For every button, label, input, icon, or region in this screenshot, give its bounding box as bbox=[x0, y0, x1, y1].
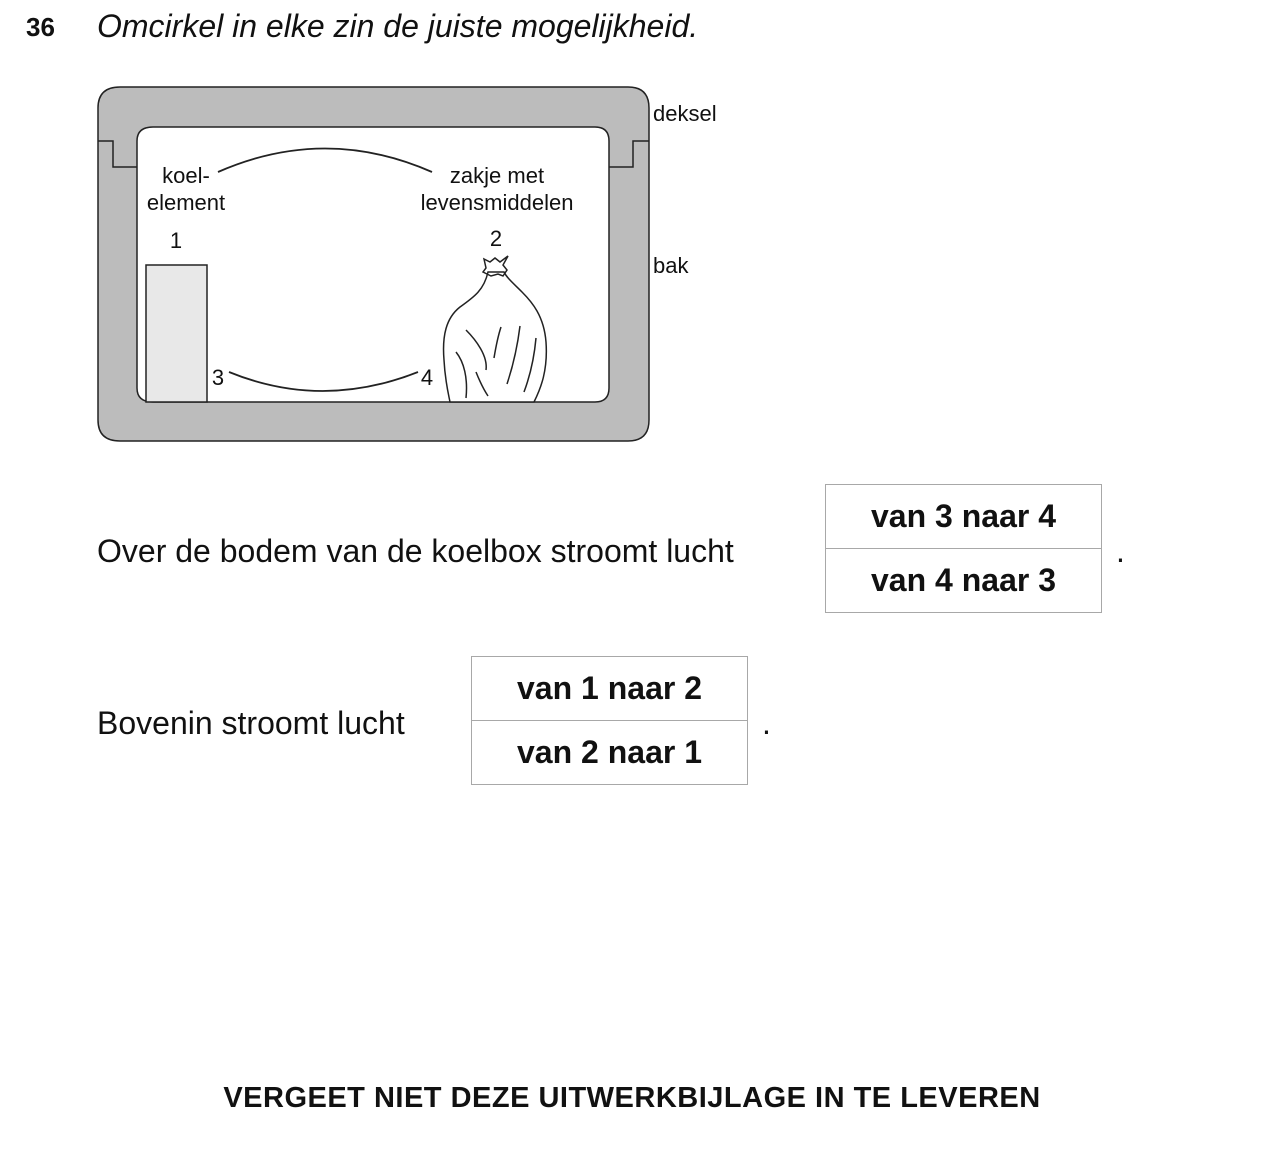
sentence-1-options bbox=[825, 484, 1102, 613]
sentence-2-options bbox=[471, 656, 748, 785]
label-zakje-line2: levensmiddelen bbox=[420, 190, 574, 215]
sentence-2-end: . bbox=[762, 705, 771, 741]
label-point-3: 3 bbox=[211, 365, 225, 390]
footer-reminder: VERGEET NIET DEZE UITWERKBIJLAGE IN TE LEVEREN bbox=[223, 1082, 1041, 1114]
label-zakje-line1: zakje met bbox=[449, 163, 545, 188]
food-bag-icon bbox=[444, 256, 547, 402]
sentence-1-end: . bbox=[1116, 533, 1125, 569]
label-point-1: 1 bbox=[169, 228, 183, 253]
sentence-1-text: Over de bodem van de koelbox stroomt lucht bbox=[97, 533, 734, 569]
option-van-3-naar-4[interactable]: van 3 naar 4 bbox=[871, 498, 1056, 534]
bottom-airflow-arc bbox=[229, 372, 418, 391]
question-instruction: Omcirkel in elke zin de juiste mogelijkheid. bbox=[97, 8, 699, 44]
coolbox-diagram bbox=[0, 0, 760, 460]
cooling-element bbox=[146, 265, 207, 402]
label-point-4: 4 bbox=[420, 365, 434, 390]
top-airflow-arc bbox=[218, 149, 432, 173]
option-van-2-naar-1[interactable]: van 2 naar 1 bbox=[472, 720, 747, 784]
label-koelelement-line2: element bbox=[146, 190, 226, 215]
question-number: 36 bbox=[26, 12, 55, 42]
option-van-1-naar-2[interactable]: van 1 naar 2 bbox=[517, 670, 702, 706]
sentence-2-text: Bovenin stroomt lucht bbox=[97, 705, 405, 741]
label-deksel: deksel bbox=[653, 101, 717, 126]
label-bak: bak bbox=[653, 253, 689, 278]
label-point-2: 2 bbox=[489, 226, 503, 251]
label-koelelement-line1: koel- bbox=[162, 163, 210, 188]
option-van-4-naar-3[interactable]: van 4 naar 3 bbox=[826, 548, 1101, 612]
